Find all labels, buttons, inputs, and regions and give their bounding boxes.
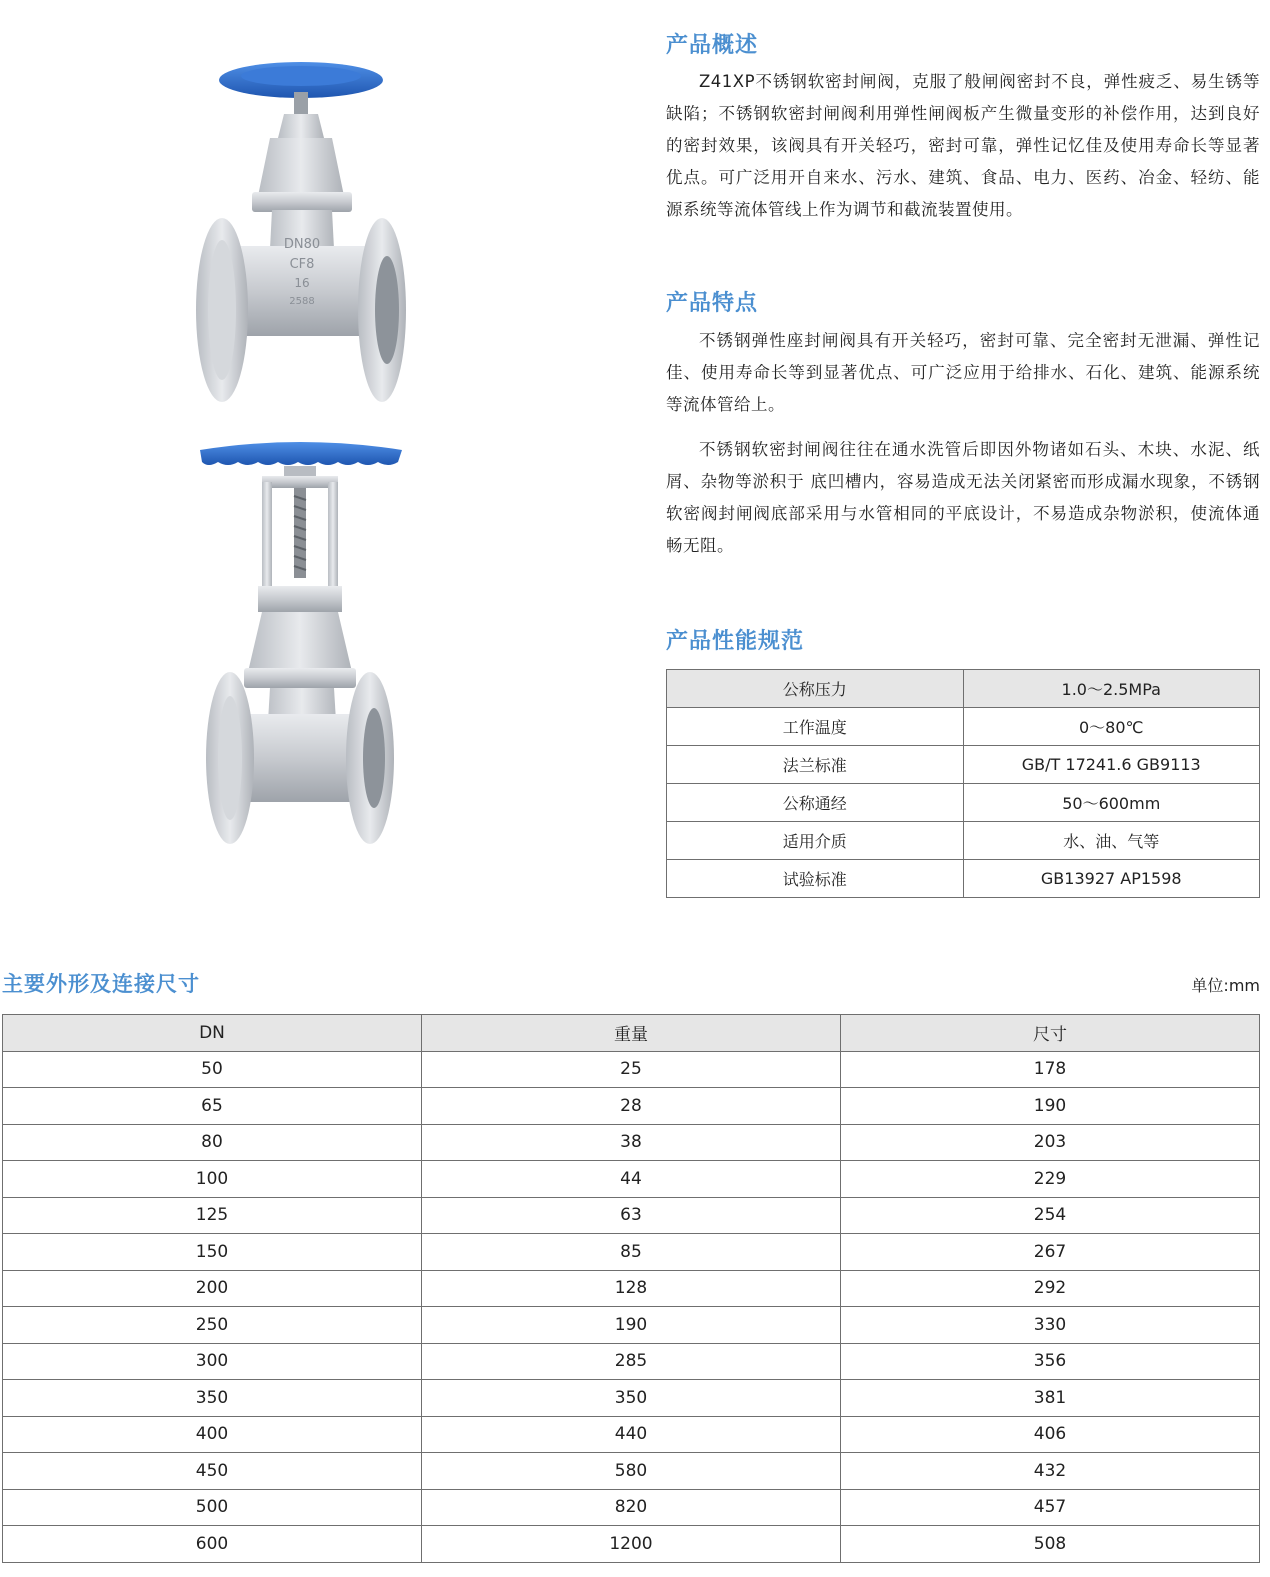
- cell-dn: 400: [3, 1416, 422, 1453]
- column-header-weight: 重量: [422, 1015, 841, 1052]
- cell-size: 190: [841, 1088, 1260, 1125]
- dimensions-title: 主要外形及连接尺寸: [2, 972, 200, 996]
- overview-text: Z41XP不锈钢软密封闸阀，克服了般闸阀密封不良，弹性疲乏、易生锈等缺陷；不锈钢软密封闸阀利用弹性闸阀板产生微量变形的补偿作用，达到良好的密封效果，该阀具有开关轻巧，密封可靠，弹性记忆佳及使用寿命长等显著优点。可广泛用开自来水、污水、建筑、食品、电力、医药、冶金、轻纺、能源系统等流体管线上作为调节和截流装置使用。: [666, 72, 1260, 219]
- spec-value: 1.0～2.5MPa: [963, 670, 1260, 708]
- cell-size: 508: [841, 1526, 1260, 1563]
- spec-label: 试验标准: [667, 860, 964, 898]
- spec-label: 法兰标准: [667, 746, 964, 784]
- cell-dn: 250: [3, 1307, 422, 1344]
- features-paragraph-2: 不锈钢软密封闸阀往往在通水洗管后即因外物诸如石头、木块、水泥、纸屑、杂物等淤积于 底凹槽内，容易造成无法关闭紧密而形成漏水现象，不锈钢软密阀封闸阀底部采用与水管相同的平底设计，不易造成杂物淤积，使流体通畅无阻。: [666, 440, 1260, 555]
- cell-dn: 80: [3, 1124, 422, 1161]
- table-row: [3, 1197, 1260, 1234]
- spec-value: GB/T 17241.6 GB9113: [963, 746, 1260, 784]
- valve-marking-code: 2588: [289, 296, 315, 307]
- column-header-size: 尺寸: [841, 1015, 1260, 1052]
- cell-size: 254: [841, 1197, 1260, 1234]
- cell-weight: 1200: [422, 1526, 841, 1563]
- gate-valve-image-2: [190, 436, 410, 848]
- cell-weight: 440: [422, 1416, 841, 1453]
- cell-dn: 150: [3, 1234, 422, 1271]
- cell-size: 381: [841, 1380, 1260, 1417]
- table-row: [3, 1234, 1260, 1271]
- table-row: [3, 1051, 1260, 1088]
- table-row: [3, 1307, 1260, 1344]
- cell-weight: 285: [422, 1343, 841, 1380]
- cell-dn: 350: [3, 1380, 422, 1417]
- spec-label: 工作温度: [667, 708, 964, 746]
- table-row: [3, 1161, 1260, 1198]
- valve-marking-pressure: 16: [294, 276, 310, 290]
- handwheel: [200, 442, 402, 465]
- valve-marking-material: CF8: [289, 257, 315, 272]
- cell-weight: 128: [422, 1270, 841, 1307]
- table-row: [3, 1416, 1260, 1453]
- gate-valve-image-1: [186, 58, 414, 403]
- column-header-dn: DN: [3, 1015, 422, 1052]
- table-row: [3, 1270, 1260, 1307]
- cell-weight: 38: [422, 1124, 841, 1161]
- table-row: [667, 860, 1260, 898]
- table-row: [667, 708, 1260, 746]
- cell-size: 178: [841, 1051, 1260, 1088]
- spec-value: 0～80℃: [963, 708, 1260, 746]
- cell-dn: 300: [3, 1343, 422, 1380]
- table-row: [3, 1453, 1260, 1490]
- cell-size: 432: [841, 1453, 1260, 1490]
- dimensions-table: [2, 1014, 1260, 1563]
- spec-value: 50～600mm: [963, 784, 1260, 822]
- features-title: 产品特点: [666, 291, 759, 316]
- table-row: [667, 822, 1260, 860]
- overview-title: 产品概述: [666, 33, 759, 58]
- cell-size: 356: [841, 1343, 1260, 1380]
- table-row: [667, 746, 1260, 784]
- performance-table: [666, 669, 1260, 898]
- cell-dn: 65: [3, 1088, 422, 1125]
- cell-weight: 25: [422, 1051, 841, 1088]
- cell-weight: 350: [422, 1380, 841, 1417]
- features-paragraph-1: 不锈钢弹性座封闸阀具有开关轻巧，密封可靠、完全密封无泄漏、弹性记佳、使用寿命长等到显著优点、可广泛应用于给排水、石化、建筑、能源系统等流体管给上。: [666, 331, 1260, 414]
- cell-dn: 200: [3, 1270, 422, 1307]
- cell-dn: 450: [3, 1453, 422, 1490]
- table-row: [3, 1380, 1260, 1417]
- table-row: [667, 784, 1260, 822]
- cell-size: 457: [841, 1489, 1260, 1526]
- cell-weight: 580: [422, 1453, 841, 1490]
- table-row: [3, 1343, 1260, 1380]
- cell-size: 267: [841, 1234, 1260, 1271]
- spec-label: 公称通经: [667, 784, 964, 822]
- spec-value: 水、油、气等: [963, 822, 1260, 860]
- cell-dn: 125: [3, 1197, 422, 1234]
- spec-value: GB13927 AP1598: [963, 860, 1260, 898]
- cell-dn: 50: [3, 1051, 422, 1088]
- cell-weight: 85: [422, 1234, 841, 1271]
- cell-weight: 190: [422, 1307, 841, 1344]
- cell-dn: 600: [3, 1526, 422, 1563]
- cell-size: 292: [841, 1270, 1260, 1307]
- cell-weight: 44: [422, 1161, 841, 1198]
- cell-size: 203: [841, 1124, 1260, 1161]
- spec-label: 公称压力: [667, 670, 964, 708]
- cell-size: 330: [841, 1307, 1260, 1344]
- table-row: [667, 670, 1260, 708]
- cell-dn: 100: [3, 1161, 422, 1198]
- unit-label: 单位:mm: [1191, 976, 1260, 995]
- cell-weight: 28: [422, 1088, 841, 1125]
- performance-title: 产品性能规范: [666, 629, 805, 654]
- table-row: [3, 1489, 1260, 1526]
- table-row: [3, 1124, 1260, 1161]
- cell-size: 406: [841, 1416, 1260, 1453]
- spec-label: 适用介质: [667, 822, 964, 860]
- cell-weight: 820: [422, 1489, 841, 1526]
- table-row: [3, 1088, 1260, 1125]
- cell-weight: 63: [422, 1197, 841, 1234]
- cell-size: 229: [841, 1161, 1260, 1198]
- cell-dn: 500: [3, 1489, 422, 1526]
- table-row: [3, 1526, 1260, 1563]
- table-header-row: [3, 1015, 1260, 1052]
- valve-marking-dn: DN80: [283, 237, 321, 252]
